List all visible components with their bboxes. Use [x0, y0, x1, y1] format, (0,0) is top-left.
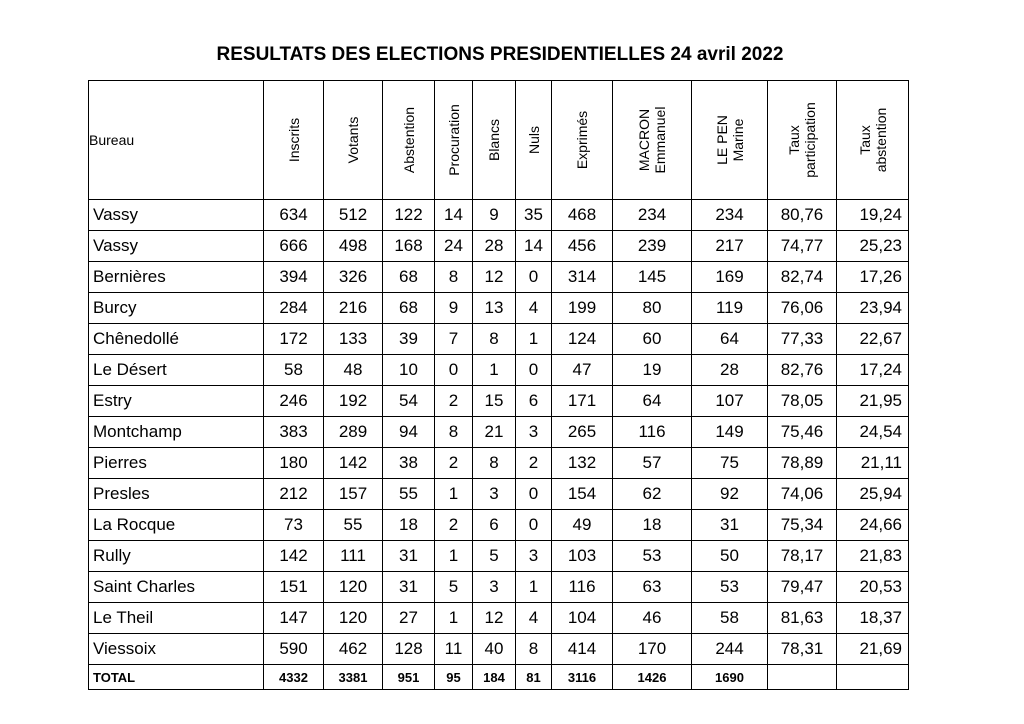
cell-votants: 133	[324, 324, 383, 355]
cell-abstention: 38	[383, 448, 435, 479]
cell-votants: 157	[324, 479, 383, 510]
column-header-nuls	[516, 81, 552, 200]
cell-blancs: 21	[473, 417, 516, 448]
total-cell-macron: 1426	[613, 665, 692, 690]
cell-votants: 111	[324, 541, 383, 572]
cell-taux-participation: 80,76	[768, 200, 837, 231]
cell-taux-abstention: 17,26	[837, 262, 909, 293]
cell-inscrits: 58	[264, 355, 324, 386]
column-header-votants	[324, 81, 383, 200]
cell-blancs: 6	[473, 510, 516, 541]
cell-blancs: 40	[473, 634, 516, 665]
cell-bureau: Burcy	[89, 293, 264, 324]
table-row	[89, 293, 909, 324]
cell-abstention: 94	[383, 417, 435, 448]
cell-taux-participation: 75,46	[768, 417, 837, 448]
column-header-inscrits	[264, 81, 324, 200]
cell-exprimes: 154	[552, 479, 613, 510]
cell-lepen: 53	[692, 572, 768, 603]
cell-lepen: 92	[692, 479, 768, 510]
cell-exprimes: 265	[552, 417, 613, 448]
cell-procuration: 8	[435, 417, 473, 448]
cell-taux-participation: 79,47	[768, 572, 837, 603]
cell-bureau: Saint Charles	[89, 572, 264, 603]
cell-lepen: 169	[692, 262, 768, 293]
cell-nuls: 4	[516, 603, 552, 634]
total-cell-lepen: 1690	[692, 665, 768, 690]
column-header-line: Inscrits	[285, 117, 302, 163]
cell-abstention: 31	[383, 541, 435, 572]
cell-exprimes: 116	[552, 572, 613, 603]
column-header-exprimes	[552, 81, 613, 200]
cell-taux-abstention: 21,11	[837, 448, 909, 479]
column-header-line: Blancs	[485, 118, 502, 162]
cell-nuls: 4	[516, 293, 552, 324]
cell-taux-participation: 78,05	[768, 386, 837, 417]
cell-abstention: 128	[383, 634, 435, 665]
cell-macron: 19	[613, 355, 692, 386]
cell-inscrits: 666	[264, 231, 324, 262]
results-table	[88, 80, 909, 690]
cell-taux-abstention: 24,66	[837, 510, 909, 541]
cell-taux-abstention: 22,67	[837, 324, 909, 355]
cell-macron: 116	[613, 417, 692, 448]
cell-votants: 120	[324, 603, 383, 634]
cell-blancs: 1	[473, 355, 516, 386]
cell-taux-participation: 76,06	[768, 293, 837, 324]
cell-nuls: 1	[516, 324, 552, 355]
cell-procuration: 1	[435, 603, 473, 634]
total-cell-taux-abstention	[837, 665, 909, 690]
cell-nuls: 3	[516, 541, 552, 572]
cell-taux-abstention: 25,94	[837, 479, 909, 510]
cell-procuration: 1	[435, 479, 473, 510]
cell-taux-participation: 81,63	[768, 603, 837, 634]
cell-taux-participation: 78,31	[768, 634, 837, 665]
cell-abstention: 68	[383, 262, 435, 293]
column-header-line: Emmanuel	[652, 106, 668, 174]
cell-exprimes: 468	[552, 200, 613, 231]
cell-taux-abstention: 19,24	[837, 200, 909, 231]
cell-inscrits: 180	[264, 448, 324, 479]
cell-exprimes: 49	[552, 510, 613, 541]
total-cell-abstention: 951	[383, 665, 435, 690]
cell-exprimes: 199	[552, 293, 613, 324]
table-row	[89, 200, 909, 231]
table-row	[89, 479, 909, 510]
table-row	[89, 262, 909, 293]
cell-taux-participation: 75,34	[768, 510, 837, 541]
cell-abstention: 122	[383, 200, 435, 231]
cell-taux-participation: 78,89	[768, 448, 837, 479]
cell-macron: 53	[613, 541, 692, 572]
cell-lepen: 217	[692, 231, 768, 262]
cell-taux-abstention: 18,37	[837, 603, 909, 634]
cell-blancs: 15	[473, 386, 516, 417]
column-header-line: Abstention	[400, 106, 417, 174]
table-row	[89, 231, 909, 262]
cell-nuls: 0	[516, 510, 552, 541]
cell-blancs: 3	[473, 479, 516, 510]
cell-macron: 60	[613, 324, 692, 355]
column-header-line: Taux	[856, 125, 873, 155]
cell-nuls: 1	[516, 572, 552, 603]
total-cell-exprimes: 3116	[552, 665, 613, 690]
cell-bureau: Presles	[89, 479, 264, 510]
cell-taux-participation: 74,06	[768, 479, 837, 510]
column-header-lepen	[692, 81, 768, 200]
column-header-line: Nuls	[525, 125, 542, 155]
cell-abstention: 31	[383, 572, 435, 603]
cell-blancs: 5	[473, 541, 516, 572]
cell-procuration: 0	[435, 355, 473, 386]
cell-blancs: 9	[473, 200, 516, 231]
cell-nuls: 6	[516, 386, 552, 417]
cell-macron: 63	[613, 572, 692, 603]
cell-votants: 512	[324, 200, 383, 231]
cell-procuration: 2	[435, 386, 473, 417]
cell-exprimes: 104	[552, 603, 613, 634]
column-header-bureau: Bureau	[89, 81, 264, 200]
table-row	[89, 634, 909, 665]
total-cell-taux-participation	[768, 665, 837, 690]
cell-votants: 289	[324, 417, 383, 448]
cell-votants: 462	[324, 634, 383, 665]
cell-lepen: 64	[692, 324, 768, 355]
cell-bureau: Vassy	[89, 200, 264, 231]
table-row	[89, 572, 909, 603]
cell-inscrits: 394	[264, 262, 324, 293]
cell-blancs: 8	[473, 448, 516, 479]
cell-procuration: 24	[435, 231, 473, 262]
cell-nuls: 0	[516, 262, 552, 293]
cell-bureau: Le Désert	[89, 355, 264, 386]
column-header-line: MACRON	[635, 108, 652, 172]
cell-taux-participation: 82,74	[768, 262, 837, 293]
cell-votants: 192	[324, 386, 383, 417]
cell-nuls: 0	[516, 479, 552, 510]
cell-procuration: 1	[435, 541, 473, 572]
table-row	[89, 355, 909, 386]
table-row	[89, 541, 909, 572]
cell-procuration: 7	[435, 324, 473, 355]
cell-bureau: Viessoix	[89, 634, 264, 665]
table-row	[89, 417, 909, 448]
cell-abstention: 55	[383, 479, 435, 510]
cell-lepen: 119	[692, 293, 768, 324]
column-header-procuration	[435, 81, 473, 200]
cell-inscrits: 634	[264, 200, 324, 231]
cell-taux-participation: 74,77	[768, 231, 837, 262]
cell-taux-abstention: 21,83	[837, 541, 909, 572]
cell-taux-abstention: 21,69	[837, 634, 909, 665]
column-header-line: Marine	[729, 118, 746, 162]
cell-taux-abstention: 17,24	[837, 355, 909, 386]
cell-lepen: 149	[692, 417, 768, 448]
cell-abstention: 27	[383, 603, 435, 634]
table-row	[89, 386, 909, 417]
cell-abstention: 54	[383, 386, 435, 417]
cell-macron: 46	[613, 603, 692, 634]
cell-abstention: 168	[383, 231, 435, 262]
cell-nuls: 8	[516, 634, 552, 665]
table-body	[89, 200, 909, 690]
cell-taux-abstention: 25,23	[837, 231, 909, 262]
cell-taux-abstention: 21,95	[837, 386, 909, 417]
total-cell-nuls: 81	[516, 665, 552, 690]
cell-taux-abstention: 23,94	[837, 293, 909, 324]
cell-procuration: 11	[435, 634, 473, 665]
cell-exprimes: 103	[552, 541, 613, 572]
cell-exprimes: 314	[552, 262, 613, 293]
cell-macron: 234	[613, 200, 692, 231]
total-cell-bureau: TOTAL	[89, 665, 264, 690]
cell-macron: 62	[613, 479, 692, 510]
cell-abstention: 39	[383, 324, 435, 355]
cell-nuls: 0	[516, 355, 552, 386]
column-header-taux-abstention	[837, 81, 909, 200]
header-row	[89, 81, 909, 200]
total-row	[89, 665, 909, 690]
cell-exprimes: 414	[552, 634, 613, 665]
cell-lepen: 28	[692, 355, 768, 386]
cell-exprimes: 132	[552, 448, 613, 479]
column-header-line: abstention	[872, 107, 889, 173]
cell-bureau: Chênedollé	[89, 324, 264, 355]
cell-exprimes: 47	[552, 355, 613, 386]
cell-votants: 326	[324, 262, 383, 293]
cell-exprimes: 171	[552, 386, 613, 417]
cell-nuls: 35	[516, 200, 552, 231]
cell-procuration: 2	[435, 510, 473, 541]
cell-inscrits: 147	[264, 603, 324, 634]
cell-blancs: 28	[473, 231, 516, 262]
cell-votants: 142	[324, 448, 383, 479]
column-header-blancs	[473, 81, 516, 200]
column-header-line: Taux	[785, 125, 802, 155]
column-header-line: LE PEN	[713, 115, 730, 165]
cell-bureau: Estry	[89, 386, 264, 417]
cell-abstention: 18	[383, 510, 435, 541]
cell-inscrits: 246	[264, 386, 324, 417]
cell-macron: 80	[613, 293, 692, 324]
cell-macron: 239	[613, 231, 692, 262]
cell-votants: 55	[324, 510, 383, 541]
cell-votants: 216	[324, 293, 383, 324]
column-header-abstention	[383, 81, 435, 200]
total-cell-votants: 3381	[324, 665, 383, 690]
cell-taux-abstention: 20,53	[837, 572, 909, 603]
cell-lepen: 31	[692, 510, 768, 541]
cell-inscrits: 73	[264, 510, 324, 541]
cell-taux-abstention: 24,54	[837, 417, 909, 448]
cell-macron: 64	[613, 386, 692, 417]
cell-inscrits: 590	[264, 634, 324, 665]
cell-macron: 170	[613, 634, 692, 665]
cell-votants: 498	[324, 231, 383, 262]
column-header-line: Exprimés	[573, 110, 590, 170]
cell-blancs: 8	[473, 324, 516, 355]
cell-abstention: 10	[383, 355, 435, 386]
cell-abstention: 68	[383, 293, 435, 324]
cell-blancs: 13	[473, 293, 516, 324]
cell-bureau: La Rocque	[89, 510, 264, 541]
cell-lepen: 107	[692, 386, 768, 417]
cell-blancs: 3	[473, 572, 516, 603]
cell-lepen: 244	[692, 634, 768, 665]
cell-taux-participation: 82,76	[768, 355, 837, 386]
cell-blancs: 12	[473, 603, 516, 634]
cell-inscrits: 284	[264, 293, 324, 324]
table-row	[89, 603, 909, 634]
column-header-taux-participation	[768, 81, 837, 200]
cell-procuration: 8	[435, 262, 473, 293]
cell-lepen: 58	[692, 603, 768, 634]
cell-nuls: 3	[516, 417, 552, 448]
cell-taux-participation: 78,17	[768, 541, 837, 572]
cell-inscrits: 383	[264, 417, 324, 448]
table-row	[89, 510, 909, 541]
cell-procuration: 5	[435, 572, 473, 603]
cell-macron: 57	[613, 448, 692, 479]
cell-votants: 48	[324, 355, 383, 386]
cell-bureau: Vassy	[89, 231, 264, 262]
cell-bureau: Rully	[89, 541, 264, 572]
total-cell-blancs: 184	[473, 665, 516, 690]
cell-procuration: 14	[435, 200, 473, 231]
cell-procuration: 2	[435, 448, 473, 479]
page-title: RESULTATS DES ELECTIONS PRESIDENTIELLES 24 avril 2022	[216, 44, 784, 65]
cell-taux-participation: 77,33	[768, 324, 837, 355]
cell-inscrits: 151	[264, 572, 324, 603]
column-header-line: Votants	[344, 116, 361, 164]
cell-nuls: 14	[516, 231, 552, 262]
table-row	[89, 324, 909, 355]
cell-bureau: Montchamp	[89, 417, 264, 448]
column-header-line: participation	[802, 102, 818, 178]
cell-exprimes: 456	[552, 231, 613, 262]
cell-macron: 18	[613, 510, 692, 541]
cell-inscrits: 142	[264, 541, 324, 572]
total-cell-inscrits: 4332	[264, 665, 324, 690]
cell-nuls: 2	[516, 448, 552, 479]
cell-exprimes: 124	[552, 324, 613, 355]
column-header-line: Procuration	[445, 104, 462, 176]
column-header-macron	[613, 81, 692, 200]
cell-procuration: 9	[435, 293, 473, 324]
cell-lepen: 75	[692, 448, 768, 479]
cell-inscrits: 172	[264, 324, 324, 355]
cell-votants: 120	[324, 572, 383, 603]
total-cell-procuration: 95	[435, 665, 473, 690]
cell-bureau: Bernières	[89, 262, 264, 293]
cell-bureau: Le Theil	[89, 603, 264, 634]
cell-blancs: 12	[473, 262, 516, 293]
cell-macron: 145	[613, 262, 692, 293]
table-row	[89, 448, 909, 479]
cell-lepen: 50	[692, 541, 768, 572]
cell-lepen: 234	[692, 200, 768, 231]
cell-inscrits: 212	[264, 479, 324, 510]
cell-bureau: Pierres	[89, 448, 264, 479]
